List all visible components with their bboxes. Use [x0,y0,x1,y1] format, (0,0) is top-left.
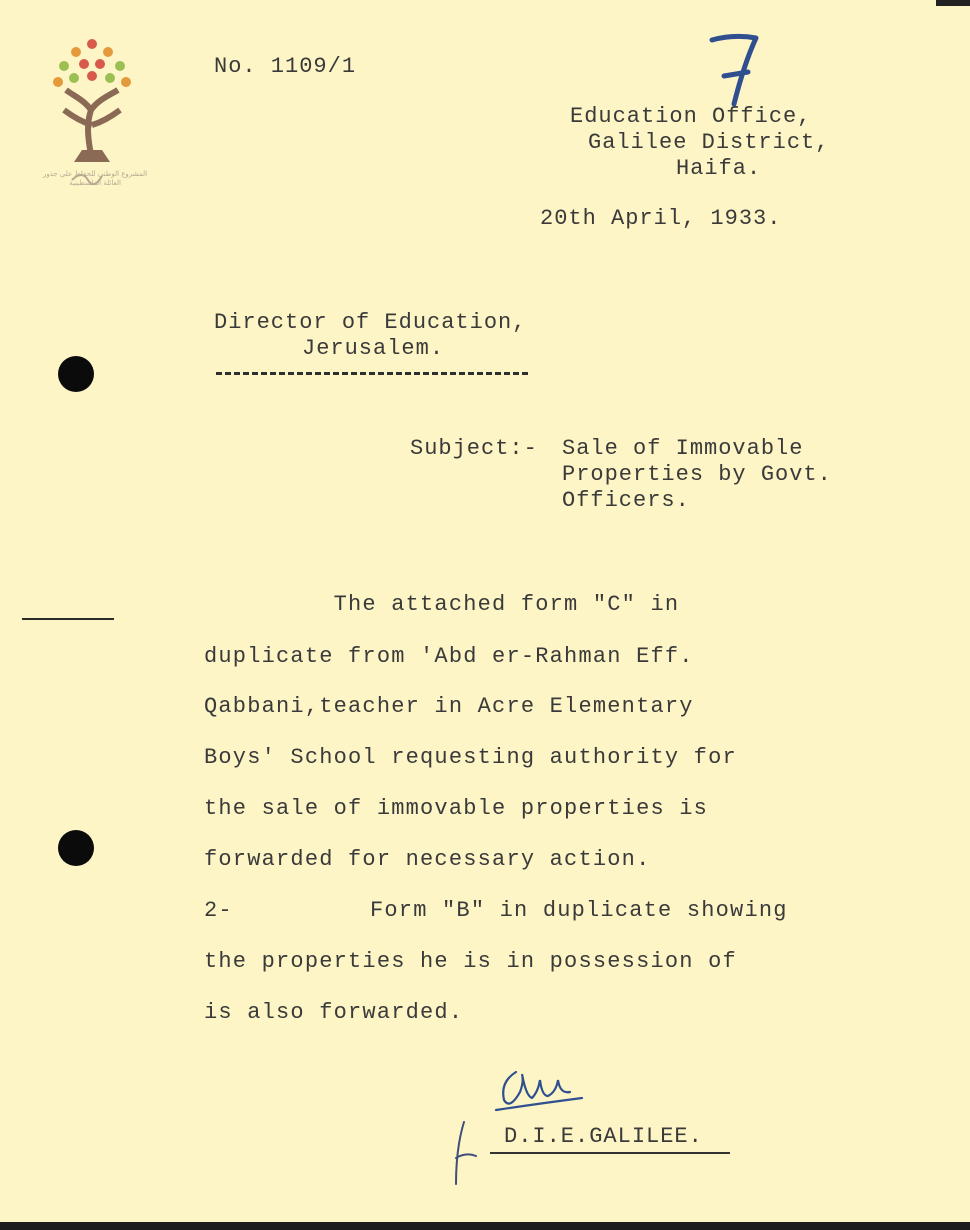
body-line-2: duplicate from 'Abd er-Rahman Eff. [204,644,694,669]
para2-line-1: Form "B" in duplicate showing [370,898,788,923]
signatory: D.I.E.GALILEE. [504,1124,703,1149]
body-line-6: forwarded for necessary action. [204,847,651,872]
para2-number: 2- [204,898,233,923]
subject-line-1: Sale of Immovable [562,436,804,461]
addressee-line-1: Director of Education, [214,310,527,335]
handwritten-tick-mark [446,1118,482,1190]
body-line-3: Qabbani,teacher in Acre Elementary [204,694,694,719]
handwritten-signature [486,1052,596,1122]
punch-hole-top [58,356,94,392]
reference-number: No. 1109/1 [214,54,357,79]
sender-address-line-1: Education Office, [570,104,812,129]
subject-line-3: Officers. [562,488,690,513]
para2-line-2: the properties he is in possession of [204,949,737,974]
sender-address-line-3: Haifa. [676,156,762,181]
punch-hole-bottom [58,830,94,866]
addressee-underline [216,372,528,375]
handwritten-page-number [706,30,762,110]
scan-bottom-edge [0,1222,970,1230]
letter-date: 20th April, 1933. [540,206,782,231]
scan-corner-edge [936,0,970,6]
para2-line-3: is also forwarded. [204,1000,464,1025]
subject-label: Subject:- [410,436,538,461]
logo-caption: المشروع الوطني للحفاظ على جذور العائلة الفلسطينية [42,170,148,187]
body-line-5: the sale of immovable properties is [204,796,709,821]
body-line-4: Boys' School requesting authority for [204,745,737,770]
subject-line-2: Properties by Govt. [562,462,832,487]
addressee-line-2: Jerusalem. [302,336,445,361]
body-line-1: The attached form "C" in [204,592,680,617]
signature-underline [490,1152,730,1154]
margin-fold-line [22,618,114,620]
sender-address-line-2: Galilee District, [588,130,830,155]
